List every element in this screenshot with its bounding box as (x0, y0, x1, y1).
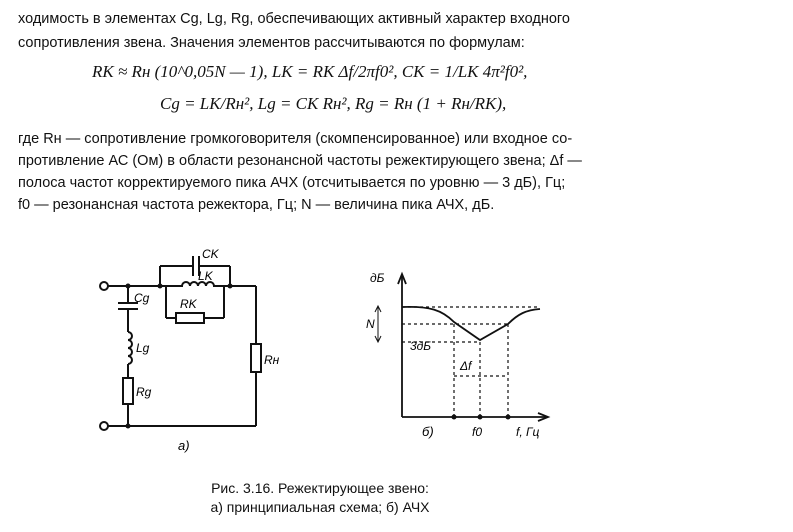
formula-2: Cg = LK/Rн², Lg = CK Rн², Rg = Rн (1 + Rн/RK), (160, 94, 507, 113)
text-line-4: противление АС (Ом) в области резонансной частоты режектирующего звена; Δf — (18, 153, 582, 169)
label-rn: Rн (264, 353, 280, 367)
figure-caption-1: Рис. 3.16. Режектирующее звено: (211, 480, 429, 496)
text-line-5: полоса частот корректируемого пика АЧХ (отсчитывается по уровню — 3 дБ), Гц; (18, 175, 566, 191)
label-lk: LK (198, 269, 213, 283)
label-sub-b: б) (422, 424, 434, 439)
graph-y-label: дБ (370, 271, 385, 285)
label-ck: CK (202, 247, 219, 261)
schematic-diagram (90, 236, 290, 456)
label-cg: Cg (134, 291, 150, 305)
text-line-1: ходимость в элементах Cg, Lg, Rg, обеспечивающих активный характер входного (18, 11, 570, 27)
graph-n-label: N (366, 317, 375, 331)
label-rg: Rg (136, 385, 152, 399)
graph-delta-f-label: Δf (460, 359, 472, 373)
text-line-2: сопротивления звена. Значения элементов рассчитываются по формулам: (18, 35, 525, 51)
graph-x-label: f, Гц (516, 425, 540, 439)
label-sub-a: a) (178, 438, 190, 453)
text-line-3: где Rн — сопротивление громкоговорителя (скомпенсированное) или входное со- (18, 131, 573, 147)
figure-caption-2: а) принципиальная схема; б) АЧХ (210, 499, 430, 515)
graph-f0-label: f0 (472, 425, 483, 439)
label-rk: RK (180, 297, 197, 311)
frequency-response-graph (360, 262, 560, 442)
text-line-6: f0 — резонансная частота режектора, Гц; N — величина пика АЧХ, дБ. (18, 197, 495, 213)
label-lg: Lg (136, 341, 150, 355)
formula-1: RK ≈ Rн (10^0,05N — 1), LK = RK Δf/2πf0², CK = 1/LK 4π²f0², (92, 62, 528, 81)
graph-3db-label: 3дБ (410, 339, 432, 353)
